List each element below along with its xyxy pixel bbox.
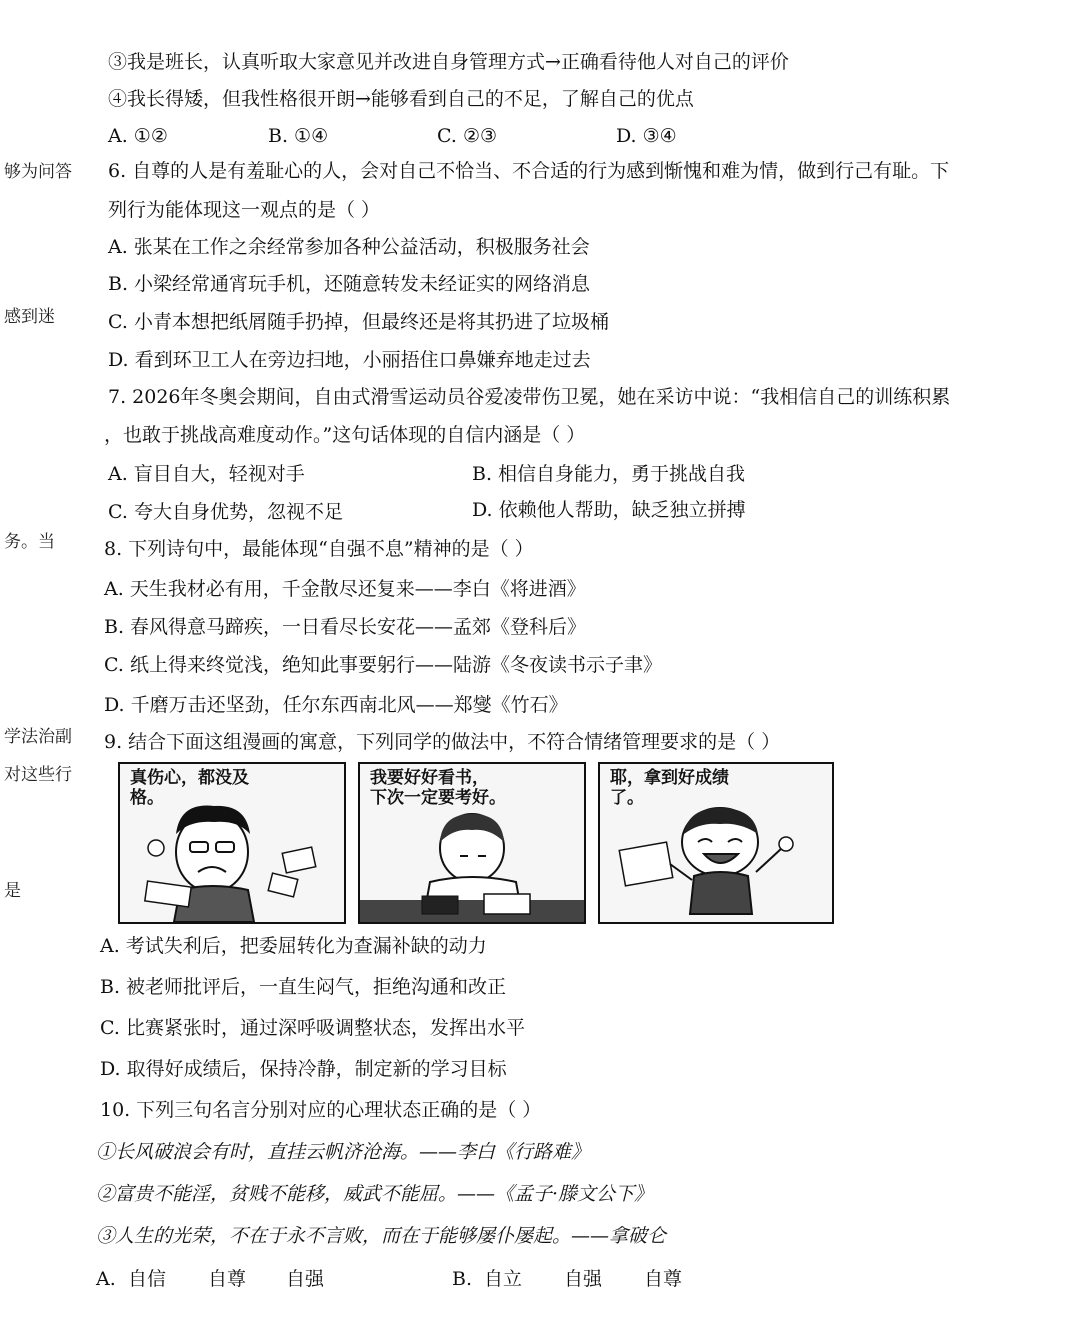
q10-option-a-letter: A.: [96, 1268, 116, 1290]
comic-caption-line: 格。: [130, 788, 164, 808]
q7-option-c: C. 夸大自身优势，忽视不足: [108, 501, 343, 523]
q7-stem-line2: ，也敢于挑战高难度动作。”这句话体现的自信内涵是（ ）: [104, 424, 586, 446]
q9-option-c: C. 比赛紧张时，通过深呼吸调整状态，发挥出水平: [100, 1017, 525, 1039]
q5-option-b: B. ①④: [268, 125, 329, 147]
q5-item-4: ④我长得矮，但我性格很开朗→能够看到自己的不足，了解自己的优点: [108, 88, 694, 110]
margin-note: 感到迷: [4, 307, 55, 327]
comic-caption-line: 真伤心，都没及: [130, 768, 249, 788]
q8-option-d: D. 千磨万击还坚劲，任尔东西南北风——郑燮《竹石》: [104, 694, 568, 716]
comic-panel-happy: [598, 762, 834, 924]
happy-student-illustration: [600, 764, 832, 922]
margin-note: 是: [4, 881, 21, 901]
q8-option-c: C. 纸上得来终觉浅，绝知此事要躬行——陆游《冬夜读书示子聿》: [104, 654, 662, 676]
q10-option-b-word: 自尊: [644, 1268, 683, 1290]
q8-stem: 8. 下列诗句中，最能体现“自强不息”精神的是（ ）: [104, 538, 534, 560]
q10-option-a-word: 自强: [286, 1268, 325, 1290]
sad-student-illustration: [120, 764, 344, 922]
comic-caption-line: 耶，拿到好成绩: [610, 768, 729, 788]
comic-panel-study: [358, 762, 586, 924]
q9-option-d: D. 取得好成绩后，保持冷静，制定新的学习目标: [100, 1058, 507, 1080]
q6-option-b: B. 小梁经常通宵玩手机，还随意转发未经证实的网络消息: [108, 273, 591, 295]
margin-note: 学法治副: [4, 727, 72, 747]
q9-option-b: B. 被老师批评后，一直生闷气，拒绝沟通和改正: [100, 976, 507, 998]
q6-option-c: C. 小青本想把纸屑随手扔掉，但最终还是将其扔进了垃圾桶: [108, 311, 609, 333]
q5-option-c: C. ②③: [437, 125, 498, 147]
q10-quote-2: ②富贵不能淫，贫贱不能移，威武不能屈。——《孟子·滕文公下》: [96, 1183, 654, 1205]
q8-option-a: A. 天生我材必有用，千金散尽还复来——李白《将进酒》: [104, 578, 586, 600]
comic-panel-sad: [118, 762, 346, 924]
q9-stem: 9. 结合下面这组漫画的寓意，下列同学的做法中，不符合情绪管理要求的是（ ）: [104, 731, 781, 753]
q10-quote-1: ①长风破浪会有时，直挂云帆济沧海。——李白《行路难》: [96, 1141, 591, 1163]
comic-caption-line: 了。: [610, 788, 644, 808]
margin-note: 对这些行: [4, 765, 72, 785]
q6-stem-line2: 列行为能体现这一观点的是（ ）: [108, 199, 381, 221]
q10-option-a-word: 自尊: [208, 1268, 247, 1290]
q5-item-3: ③我是班长，认真听取大家意见并改进自身管理方式→正确看待他人对自己的评价: [108, 51, 789, 73]
q7-option-b: B. 相信自身能力，勇于挑战自我: [472, 463, 746, 485]
q7-option-d: D. 依赖他人帮助，缺乏独立拼搏: [472, 499, 746, 521]
q10-stem: 10. 下列三句名言分别对应的心理状态正确的是（ ）: [100, 1099, 542, 1121]
q10-quote-3: ③人生的光荣，不在于永不言败，而在于能够屡仆屡起。——拿破仑: [96, 1225, 667, 1247]
q5-option-d: D. ③④: [616, 125, 677, 147]
q9-option-a: A. 考试失利后，把委屈转化为查漏补缺的动力: [100, 935, 487, 957]
margin-note: 够为问答: [4, 162, 72, 182]
margin-note: 务。当: [4, 532, 55, 552]
q7-option-a: A. 盲目自大，轻视对手: [108, 463, 305, 485]
q6-option-d: D. 看到环卫工人在旁边扫地，小丽捂住口鼻嫌弃地走过去: [108, 349, 591, 371]
q6-stem-line1: 6. 自尊的人是有羞耻心的人，会对自己不恰当、不合适的行为感到惭愧和难为情，做到行己有耻。下: [108, 160, 950, 182]
q10-option-a-word: 自信: [128, 1268, 167, 1290]
studying-student-illustration: [360, 764, 584, 922]
q6-option-a: A. 张某在工作之余经常参加各种公益活动，积极服务社会: [108, 236, 590, 258]
comic-caption-line: 我要好好看书，: [370, 768, 489, 788]
q10-option-b-word: 自强: [564, 1268, 603, 1290]
q8-option-b: B. 春风得意马蹄疾，一日看尽长安花——孟郊《登科后》: [104, 616, 587, 638]
q7-stem-line1: 7. 2026年冬奥会期间，自由式滑雪运动员谷爱凌带伤卫冕，她在采访中说：“我相信自己的训练积累: [108, 386, 951, 408]
q10-option-b-word: 自立: [484, 1268, 523, 1290]
comic-caption-line: 下次一定要考好。: [370, 788, 506, 808]
q5-option-a: A. ①②: [108, 125, 168, 147]
q10-option-b-letter: B.: [452, 1268, 473, 1290]
